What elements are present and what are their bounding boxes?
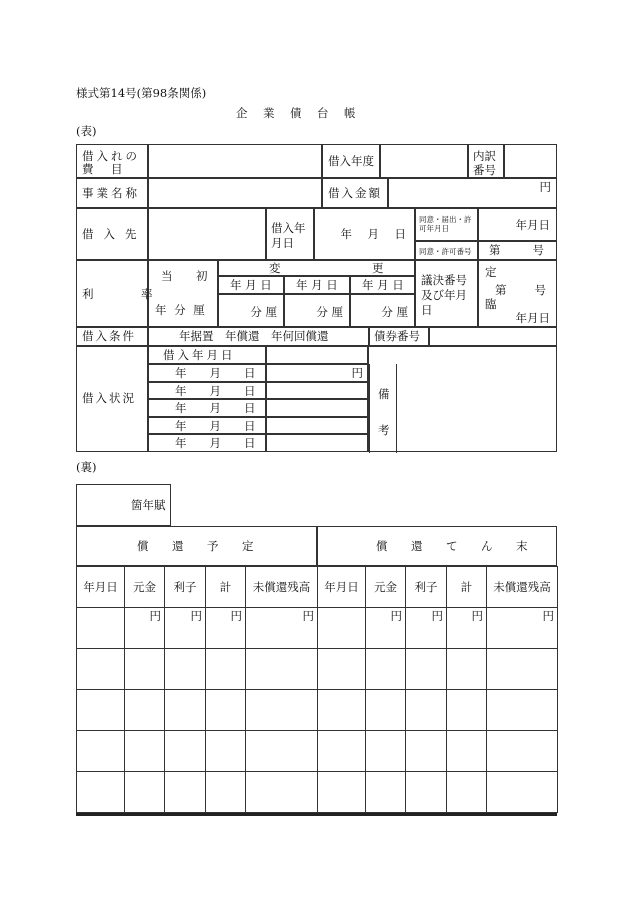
status-row-4-ymd: 年 月 日 (175, 419, 256, 433)
council-value[interactable] (478, 260, 557, 327)
change-rate-2[interactable] (284, 294, 350, 327)
change-rate-1-units: 分 厘 (250, 305, 277, 319)
initial-rate-units: 年 分 厘 (155, 303, 207, 317)
breakdown-number-cell (468, 144, 504, 178)
repayment-plan-header (76, 526, 317, 566)
borrow-amount-header (266, 346, 368, 364)
col-result-principal: 元金 (366, 567, 406, 608)
status-row-3-amount[interactable] (266, 399, 368, 417)
table-cell[interactable] (318, 772, 366, 813)
borrow-ymd-header (148, 346, 266, 364)
initial-label: 当 初 (161, 269, 214, 283)
table-cell[interactable] (447, 690, 487, 731)
consent-number-value[interactable] (478, 241, 557, 260)
borrow-year-value[interactable] (380, 144, 468, 178)
borrow-amount-label: 借入金額 (328, 186, 382, 200)
col-result-total: 計 (447, 567, 487, 608)
table-cell[interactable] (318, 690, 366, 731)
table-cell[interactable] (77, 772, 125, 813)
status-row-3-date[interactable] (148, 399, 266, 417)
table-cell[interactable] (406, 690, 447, 731)
consent-date-ymd: 年月日 (515, 218, 550, 232)
col-result-balance: 未償還残高 (487, 567, 558, 608)
fixed-label: 定 (485, 265, 497, 279)
table-cell[interactable] (77, 608, 125, 649)
change-rate-3[interactable] (350, 294, 415, 327)
table-row (77, 731, 558, 772)
status-row-5-amount[interactable] (266, 434, 368, 452)
gou-label: 号 (534, 283, 546, 297)
front-label: (表) (76, 124, 97, 138)
borrow-terms-label: 借入条件 (82, 329, 136, 343)
table-cell[interactable] (406, 731, 447, 772)
table-cell[interactable] (165, 731, 206, 772)
table-cell[interactable] (318, 608, 366, 649)
table-cell[interactable] (318, 731, 366, 772)
repayment-plan-label: 償 還 予 定 (137, 539, 260, 553)
borrow-purpose-value[interactable] (148, 144, 322, 178)
table-cell[interactable] (125, 649, 165, 690)
consent-number-nth: 第 号 (489, 243, 547, 257)
borrow-year-cell (322, 144, 380, 178)
dai-label: 第 (495, 283, 507, 297)
borrow-terms-value[interactable] (148, 327, 369, 346)
table-cell[interactable] (487, 772, 558, 813)
project-name-value[interactable] (148, 178, 322, 208)
status-row-1-amount[interactable] (266, 364, 368, 382)
breakdown-number-value[interactable] (504, 144, 557, 178)
borrow-ymd-label: 借入年月日 (163, 348, 236, 362)
table-cell[interactable] (125, 772, 165, 813)
table-cell[interactable] (125, 731, 165, 772)
bottom-rule (76, 813, 557, 816)
council-label: 議決番号及び年月日 (421, 273, 467, 317)
project-name-label: 事業名称 (82, 186, 140, 200)
breakdown-number-label: 内訳番号 (473, 149, 496, 177)
change-header (218, 260, 424, 276)
bond-number-cell (369, 327, 429, 346)
table-cell[interactable] (366, 772, 406, 813)
table-cell[interactable] (447, 649, 487, 690)
table-cell[interactable] (487, 731, 558, 772)
status-row-2-date[interactable] (148, 382, 266, 399)
borrow-terms-cell (76, 327, 148, 346)
consent-date-cell (415, 208, 478, 241)
lender-cell (76, 208, 148, 260)
status-row-5-ymd: 年 月 日 (175, 436, 256, 450)
repayment-result-label: 償 還 て ん 末 (376, 539, 534, 553)
yen-cell[interactable]: 円 (165, 608, 206, 649)
table-cell[interactable] (487, 690, 558, 731)
col-plan-interest: 利子 (165, 567, 206, 608)
repayment-table (76, 566, 558, 813)
page-title: 企 業 債 台 帳 (236, 106, 358, 120)
change-rate-3-units: 分 厘 (381, 305, 408, 319)
borrow-purpose-cell (76, 144, 148, 178)
front-form (76, 144, 557, 452)
table-cell[interactable] (206, 690, 246, 731)
yen-cell[interactable]: 円 (366, 608, 406, 649)
notes-cell[interactable] (368, 346, 557, 452)
table-cell[interactable] (77, 731, 125, 772)
council-ymd: 年月日 (515, 311, 550, 325)
borrow-status-cell (76, 346, 148, 452)
change-date-1-ymd: 年 月 日 (230, 278, 272, 292)
notes-label-cell (369, 364, 397, 453)
yen-cell[interactable]: 円 (246, 608, 318, 649)
borrow-amount-cell (322, 178, 388, 208)
table-cell[interactable] (366, 731, 406, 772)
lender-value[interactable] (148, 208, 266, 260)
consent-number-label: 同意・許可番号 (419, 247, 472, 256)
table-cell[interactable] (447, 731, 487, 772)
col-result-interest: 利子 (406, 567, 447, 608)
table-cell[interactable] (366, 690, 406, 731)
consent-number-cell (415, 241, 478, 260)
yen-cell[interactable]: 円 (206, 608, 246, 649)
borrow-date-label: 借入年月日 (271, 221, 306, 250)
table-cell[interactable] (246, 772, 318, 813)
table-cell[interactable] (366, 649, 406, 690)
borrow-amount-value[interactable] (388, 178, 557, 208)
extraordinary-label: 臨 (485, 297, 497, 311)
table-row (77, 690, 558, 731)
table-cell[interactable] (318, 649, 366, 690)
change-rate-1[interactable] (218, 294, 284, 327)
project-name-cell (76, 178, 148, 208)
table-row (77, 772, 558, 813)
status-row-1-yen: 円 (351, 366, 363, 380)
table-cell[interactable] (487, 649, 558, 690)
status-row-5-date[interactable] (148, 434, 266, 452)
table-cell[interactable] (165, 772, 206, 813)
yen-cell[interactable]: 円 (447, 608, 487, 649)
table-cell[interactable] (77, 690, 125, 731)
table-cell[interactable] (206, 731, 246, 772)
table-row (77, 649, 558, 690)
installment-label: 箇年賦 (131, 498, 166, 512)
change-date-1[interactable] (218, 276, 284, 294)
status-row-4-date[interactable] (148, 417, 266, 434)
yen-cell[interactable]: 円 (487, 608, 558, 649)
col-plan-date: 年月日 (77, 567, 125, 608)
bond-number-value[interactable] (429, 327, 557, 346)
change-date-3-ymd: 年 月 日 (362, 278, 404, 292)
table-row (77, 608, 558, 649)
interest-rate-cell (76, 260, 171, 327)
yen-cell[interactable]: 円 (125, 608, 165, 649)
yen-label: 円 (539, 180, 551, 194)
table-cell[interactable] (206, 649, 246, 690)
borrow-date-value[interactable] (314, 208, 415, 260)
table-cell[interactable] (77, 649, 125, 690)
initial-rate-cell (148, 260, 218, 327)
table-cell[interactable] (246, 649, 318, 690)
lender-label: 借入先 (82, 227, 147, 241)
column-header-row (77, 567, 558, 608)
col-plan-balance: 未償還残高 (246, 567, 318, 608)
table-cell[interactable] (406, 649, 447, 690)
table-cell[interactable] (406, 772, 447, 813)
change-date-2[interactable] (284, 276, 350, 294)
col-plan-total: 計 (206, 567, 246, 608)
status-row-4-amount[interactable] (266, 417, 368, 434)
back-label: (裏) (76, 460, 97, 474)
borrow-status-label: 借入状況 (82, 391, 136, 405)
table-cell[interactable] (125, 690, 165, 731)
borrow-year-label: 借入年度 (328, 154, 374, 168)
status-row-3-ymd: 年 月 日 (175, 401, 256, 415)
installment-cell[interactable] (76, 484, 171, 526)
change-rate-2-units: 分 厘 (316, 305, 343, 319)
interest-rate-label: 利 率 (82, 287, 171, 301)
repayment-result-header (317, 526, 557, 566)
council-cell (415, 260, 478, 327)
table-cell[interactable] (165, 649, 206, 690)
consent-date-label: 同意・届出・許可年月日 (419, 215, 472, 234)
form-number: 様式第14号(第98条関係) (76, 86, 207, 100)
table-cell[interactable] (246, 731, 318, 772)
change-date-3[interactable] (350, 276, 415, 294)
borrow-purpose-label: 借入れの費 目 (82, 149, 140, 176)
status-row-1-ymd: 年 月 日 (175, 366, 256, 380)
change-date-2-ymd: 年 月 日 (296, 278, 338, 292)
status-row-1-date[interactable] (148, 364, 266, 382)
borrow-date-cell (266, 208, 314, 260)
table-cell[interactable] (246, 690, 318, 731)
col-result-date: 年月日 (318, 567, 366, 608)
table-cell[interactable] (206, 772, 246, 813)
status-row-2-ymd: 年 月 日 (175, 384, 256, 398)
notes-label: 備考 (378, 387, 390, 437)
table-cell[interactable] (165, 690, 206, 731)
terms-text: 年据置 年償還 年何回償還 (179, 329, 329, 343)
status-row-2-amount[interactable] (266, 382, 368, 399)
col-plan-principal: 元金 (125, 567, 165, 608)
change-label: 変 更 (269, 261, 424, 275)
borrow-date-ymd: 年 月 日 (340, 227, 408, 241)
consent-date-value[interactable] (478, 208, 557, 241)
bond-number-label: 債券番号 (374, 329, 420, 343)
yen-cell[interactable]: 円 (406, 608, 447, 649)
table-cell[interactable] (447, 772, 487, 813)
